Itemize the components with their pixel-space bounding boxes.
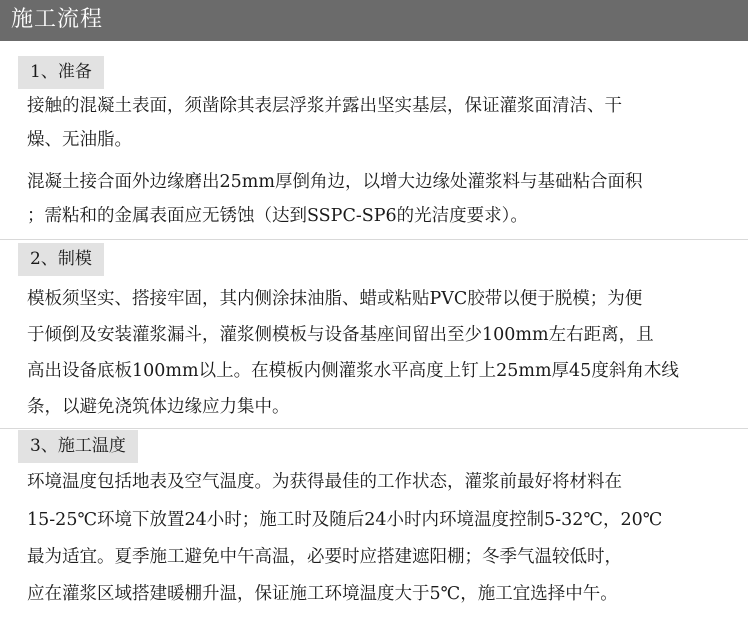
section-line: ；需粘和的金属表面应无锈蚀（达到SSPC-SP6的光洁度要求）。 xyxy=(27,206,528,226)
divider xyxy=(0,239,748,240)
section-line: 接触的混凝土表面，须凿除其表层浮浆并露出坚实基层，保证灌浆面清洁、干 xyxy=(27,96,622,116)
section-line: 最为适宜。夏季施工避免中午高温，必要时应搭建遮阳棚；冬季气温较低时， xyxy=(27,547,622,567)
divider xyxy=(0,428,748,429)
section-line: 15-25℃环境下放置24小时；施工时及随后24小时内环境温度控制5-32℃，20℃ xyxy=(27,510,663,530)
title-bar xyxy=(0,0,748,41)
section-heading-formwork: 2、制模 xyxy=(18,243,104,276)
page-title: 施工流程 xyxy=(11,7,104,32)
section-line: 条，以避免浇筑体边缘应力集中。 xyxy=(27,397,290,417)
section-line: 于倾倒及安装灌浆漏斗，灌浆侧模板与设备基座间留出至少100mm左右距离，且 xyxy=(27,325,654,345)
section-line: 模板须坚实、搭接牢固，其内侧涂抹油脂、蜡或粘贴PVC胶带以便于脱模；为便 xyxy=(27,289,643,309)
section-heading-temperature: 3、施工温度 xyxy=(18,430,138,463)
section-line: 混凝土接合面外边缘磨出25mm厚倒角边，以增大边缘处灌浆料与基础粘合面积 xyxy=(27,172,643,192)
section-line: 燥、无油脂。 xyxy=(27,130,132,150)
section-line: 高出设备底板100mm以上。在模板内侧灌浆水平高度上钉上25mm厚45度斜角木线 xyxy=(27,361,679,381)
section-line: 环境温度包括地表及空气温度。为获得最佳的工作状态，灌浆前最好将材料在 xyxy=(27,472,622,492)
section-line: 应在灌浆区域搭建暖棚升温，保证施工环境温度大于5℃，施工宜选择中午。 xyxy=(27,584,618,604)
section-heading-prepare: 1、准备 xyxy=(18,56,104,89)
